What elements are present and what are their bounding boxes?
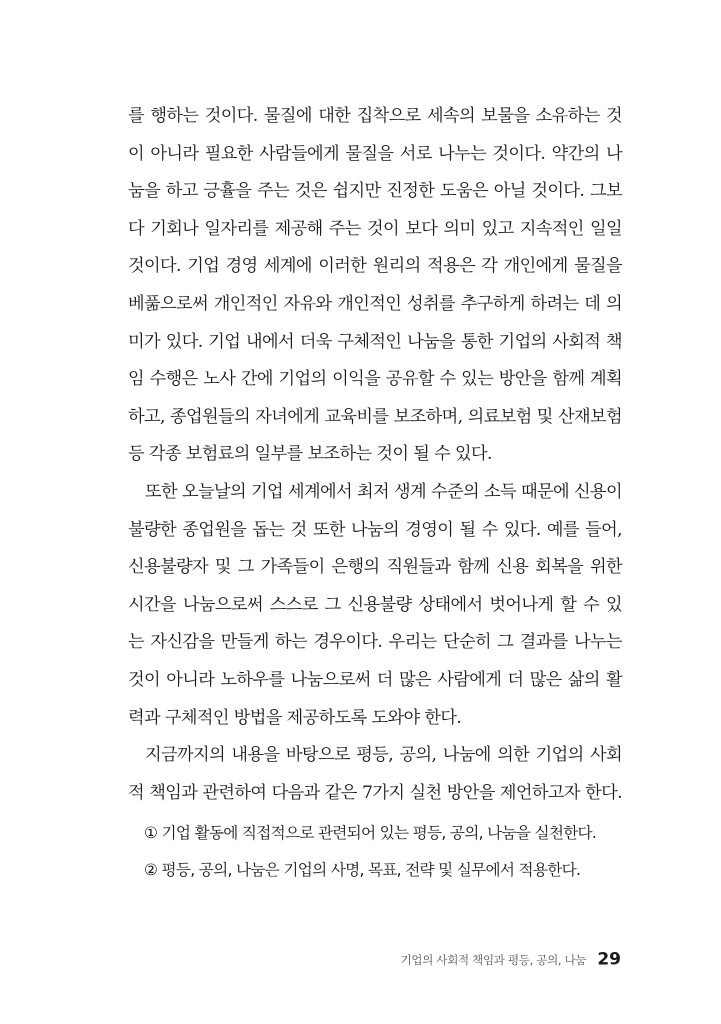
body-line: 등 각종 보험료의 일부를 보조하는 것이 될 수 있다. [128,444,492,465]
running-title: 기업의 사회적 책임과 평등, 공의, 나눔 [400,952,587,967]
body-line: 신용불량자 및 그 가족들이 은행의 직원들과 함께 신용 회복을 위한 [128,557,622,578]
practice-list [144,815,624,889]
page-footer [401,946,621,972]
body-line: 베풂으로써 개인적인 자유와 개인적인 성취를 추구하게 하려는 데 의 [128,293,622,314]
list-item: ② 평등, 공의, 나눔은 기업의 사명, 목표, 전략 및 실무에서 적용한다. [144,861,581,879]
body-line: 적 책임과 관련하여 다음과 같은 7가지 실천 방안을 제언하고자 한다. [128,782,622,803]
body-line: 하고, 종업원들의 자녀에게 교육비를 보조하며, 의료보험 및 산재보험 [128,406,622,427]
body-line: 눔을 하고 긍휼을 주는 것은 쉽지만 진정한 도움은 아닐 것이다. 그보 [128,181,622,202]
body-text [128,98,622,812]
body-line: 임 수행은 노사 간에 기업의 이익을 공유할 수 있는 방안을 함께 계획 [128,369,622,390]
body-line: 이 아니라 필요한 사람들에게 물질을 서로 나누는 것이다. 약간의 나 [128,143,622,164]
body-line: 는 자신감을 만들게 하는 경우이다. 우리는 단순히 그 결과를 나누는 [128,632,622,653]
body-line: 불량한 종업원을 돕는 것 또한 나눔의 경영이 될 수 있다. 예를 들어, [128,519,622,540]
list-item: ① 기업 활동에 직접적으로 관련되어 있는 평등, 공의, 나눔을 실천한다. [144,824,597,842]
body-line: 를 행하는 것이다. 물질에 대한 집착으로 세속의 보물을 소유하는 것 [128,106,622,126]
body-line: 시간을 나눔으로써 스스로 그 신용불량 상태에서 벗어나게 할 수 있 [128,594,622,615]
body-line: 것이다. 기업 경영 세계에 이러한 원리의 적용은 각 개인에게 물질을 [128,256,622,277]
body-line: 다 기회나 일자리를 제공해 주는 것이 보다 의미 있고 지속적인 일일 [128,218,622,239]
body-line: 력과 구체적인 방법을 제공하도록 도와야 한다. [128,707,462,728]
body-line: 미가 있다. 기업 내에서 더욱 구체적인 나눔을 통한 기업의 사회적 책 [128,331,622,352]
body-line: 또한 오늘날의 기업 세계에서 최저 생계 수준의 소득 때문에 신용이 [145,481,622,502]
body-line: 것이 아니라 노하우를 나눔으로써 더 많은 사람에게 더 많은 삶의 활 [128,669,622,690]
body-line: 지금까지의 내용을 바탕으로 평등, 공의, 나눔에 의한 기업의 사회 [145,745,622,766]
page-number: 29 [597,949,621,970]
